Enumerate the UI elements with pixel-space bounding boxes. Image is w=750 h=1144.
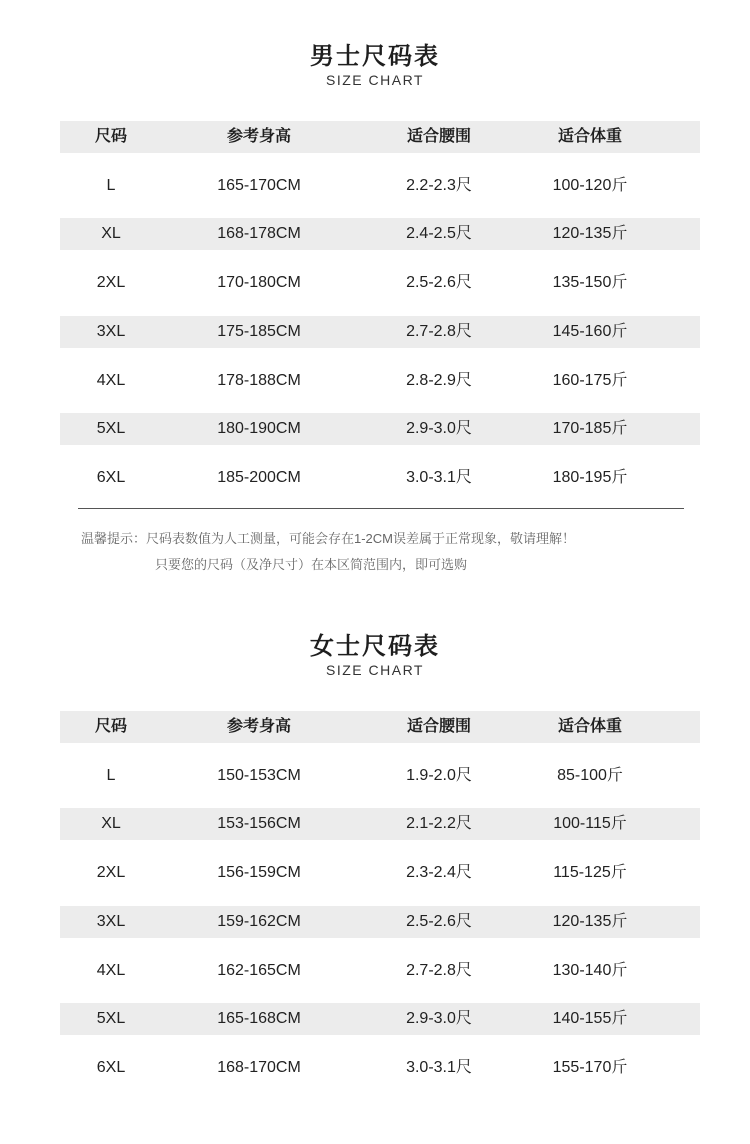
cell-waist: 2.2-2.3尺 [406,176,472,194]
cell-waist: 2.7-2.8尺 [406,961,472,979]
cell-height: 170-180CM [217,274,301,292]
cell-height: 156-159CM [217,864,301,882]
cell-weight: 100-120斤 [552,176,628,194]
women-chart-subtitle: SIZE CHART [326,662,424,678]
cell-waist: 2.9-3.0尺 [406,1010,472,1028]
cell-waist: 2.7-2.8尺 [406,322,472,340]
table-row [60,170,700,202]
cell-height: 162-165CM [217,961,301,979]
cell-waist: 2.4-2.5尺 [406,225,472,243]
cell-height: 168-170CM [217,1058,301,1076]
cell-size: 2XL [96,274,126,292]
table-row [60,1052,700,1084]
cell-weight: 130-140斤 [552,961,628,979]
cell-size: 4XL [96,961,126,979]
notice-text-line1: 温馨提示：尺码表数值为人工测量，可能会存在1-2CM误差属于正常现象，敬请理解！ [81,531,576,546]
table-row [60,462,700,494]
header-size: 尺码 [94,128,127,145]
cell-waist: 2.3-2.4尺 [406,864,472,882]
notice-text-line2: 只要您的尺码（及净尺寸）在本区简范围内，即可选购 [155,557,468,572]
table-row [60,760,700,792]
table-row [60,857,700,889]
cell-weight: 120-135斤 [552,225,628,243]
cell-size: 3XL [96,912,126,930]
cell-waist: 2.5-2.6尺 [406,912,472,930]
table-row [60,955,700,987]
table-row [60,267,700,299]
header-waist: 适合腰围 [406,128,471,145]
cell-weight: 145-160斤 [552,322,628,340]
cell-size: L [106,766,116,784]
cell-weight: 85-100斤 [557,766,623,784]
cell-weight: 180-195斤 [552,468,628,486]
header-height: 参考身高 [226,718,291,735]
table-row [60,365,700,397]
cell-height: 165-168CM [217,1010,301,1028]
cell-waist: 2.9-3.0尺 [406,420,472,438]
cell-size: L [106,176,116,194]
cell-height: 159-162CM [217,912,301,930]
table-row [60,218,700,250]
cell-height: 153-156CM [217,815,301,833]
section-divider [78,508,684,509]
men-table-header-row [60,121,700,153]
cell-weight: 120-135斤 [552,912,628,930]
cell-size: 3XL [96,322,126,340]
cell-height: 165-170CM [217,176,301,194]
cell-size: 6XL [96,1058,126,1076]
cell-height: 168-178CM [217,225,301,243]
cell-waist: 3.0-3.1尺 [406,1058,472,1076]
cell-weight: 135-150斤 [552,274,628,292]
table-row [60,413,700,445]
header-weight: 适合体重 [557,128,622,145]
cell-weight: 140-155斤 [552,1010,628,1028]
cell-waist: 1.9-2.0尺 [406,766,472,784]
cell-weight: 170-185斤 [552,420,628,438]
cell-waist: 2.1-2.2尺 [406,815,472,833]
header-size: 尺码 [94,718,127,735]
cell-weight: 100-115斤 [553,815,627,833]
cell-height: 150-153CM [217,766,301,784]
table-row [60,316,700,348]
cell-waist: 2.5-2.6尺 [406,274,472,292]
cell-height: 185-200CM [217,468,301,486]
table-row [60,808,700,840]
cell-size: 5XL [96,1010,126,1028]
cell-weight: 115-125斤 [553,864,627,882]
cell-weight: 160-175斤 [552,371,628,389]
table-row [60,906,700,938]
cell-size: 4XL [96,371,126,389]
cell-weight: 155-170斤 [552,1058,628,1076]
men-chart-title: 男士尺码表 [310,43,440,70]
cell-height: 180-190CM [217,420,301,438]
men-chart-subtitle: SIZE CHART [326,72,424,88]
women-chart-title: 女士尺码表 [310,633,440,660]
table-row [60,1003,700,1035]
header-waist: 适合腰围 [406,718,471,735]
cell-size: 2XL [96,864,126,882]
cell-height: 178-188CM [217,371,301,389]
cell-size: 5XL [96,420,126,438]
cell-waist: 2.8-2.9尺 [406,371,472,389]
cell-waist: 3.0-3.1尺 [406,468,472,486]
women-table-header-row [60,711,700,743]
cell-size: 6XL [96,468,126,486]
cell-size: XL [101,225,121,243]
header-height: 参考身高 [226,128,291,145]
header-weight: 适合体重 [557,718,622,735]
cell-size: XL [101,815,121,833]
cell-height: 175-185CM [217,322,301,340]
